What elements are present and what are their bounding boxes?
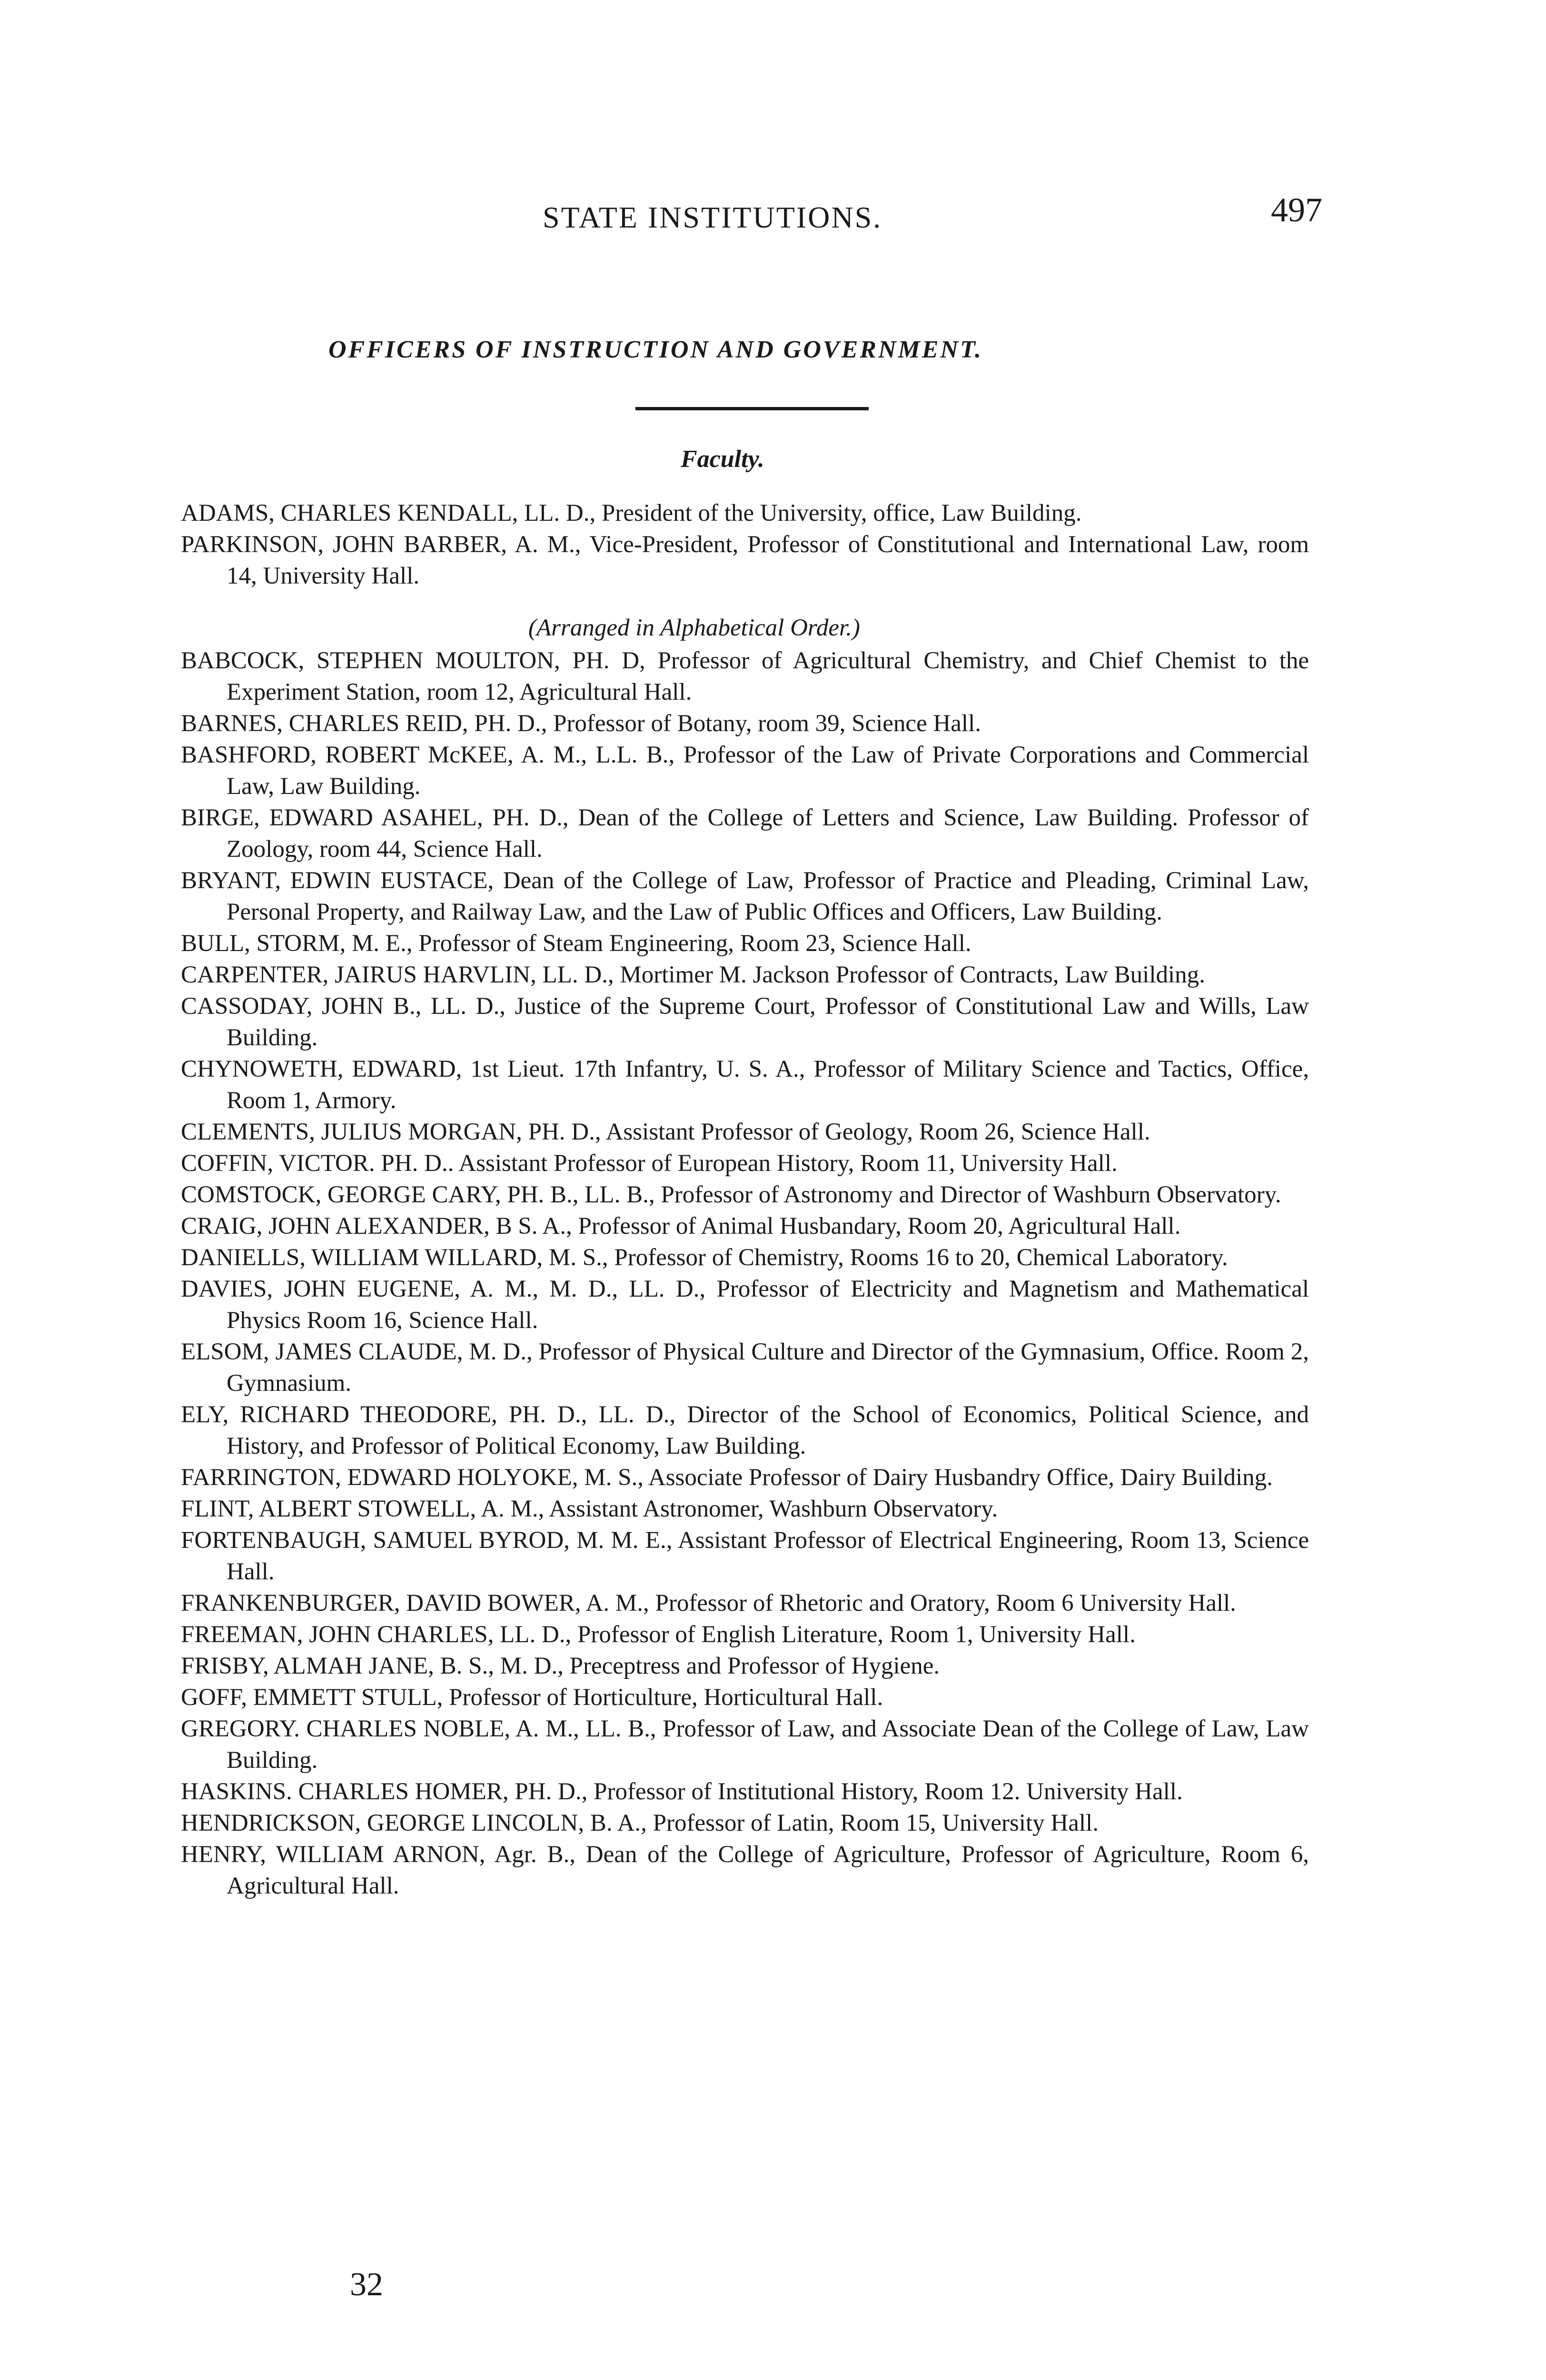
faculty-entry: COMSTOCK, GEORGE CARY, PH. B., LL. B., Professor of Astronomy and Director of Washburn Observatory. [181, 1181, 1281, 1208]
faculty-entry: BRYANT, EDWIN EUSTACE, Dean of the College of Law, Professor of Practice and Pleading, Criminal Law, Personal Property, and Railway Law, and the Law of Public Offices and Officers, Law Building. [181, 867, 1309, 925]
officer-list-top [181, 497, 1309, 592]
heading-rule [635, 407, 869, 410]
faculty-entry: ELSOM, JAMES CLAUDE, M. D., Professor of Physical Culture and Director of the Gymnasium, Office. Room 2, Gymnasium. [181, 1339, 1309, 1397]
faculty-entry: CARPENTER, JAIRUS HARVLIN, LL. D., Mortimer M. Jackson Professor of Contracts, Law Building. [181, 962, 1205, 988]
faculty-entry: GREGORY. CHARLES NOBLE, A. M., LL. B., Professor of Law, and Associate Dean of the College of Law, Law Building. [181, 1716, 1309, 1774]
page-number: 497 [1271, 191, 1322, 229]
faculty-entry: GOFF, EMMETT STULL, Professor of Horticulture, Horticultural Hall. [181, 1684, 883, 1711]
faculty-entry: FORTENBAUGH, SAMUEL BYROD, M. M. E., Assistant Professor of Electrical Engineering, Room 13, Science Hall. [181, 1527, 1309, 1585]
faculty-entry: BARNES, CHARLES REID, PH. D., Professor of Botany, room 39, Science Hall. [181, 710, 981, 737]
running-title: STATE INSTITUTIONS. [543, 200, 882, 234]
faculty-entry: HASKINS. CHARLES HOMER, PH. D., Professor of Institutional History, Room 12. University Hall. [181, 1778, 1183, 1805]
faculty-entry: FRISBY, ALMAH JANE, B. S., M. D., Preceptress and Professor of Hygiene. [181, 1653, 940, 1679]
faculty-list [181, 645, 1309, 1902]
faculty-entry: CLEMENTS, JULIUS MORGAN, PH. D., Assistant Professor of Geology, Room 26, Science Hall. [181, 1119, 1150, 1145]
faculty-heading: Faculty. [681, 446, 764, 473]
arranged-note: (Arranged in Alphabetical Order.) [528, 615, 860, 641]
faculty-entry: BIRGE, EDWARD ASAHEL, PH. D., Dean of the College of Letters and Science, Law Building. Professor of Zoology, room 44, Science Hall. [181, 804, 1309, 863]
faculty-entry: COFFIN, VICTOR. PH. D.. Assistant Professor of European History, Room 11, University Hall. [181, 1150, 1118, 1177]
faculty-entry: FLINT, ALBERT STOWELL, A. M., Assistant Astronomer, Washburn Observatory. [181, 1496, 998, 1522]
section-heading: OFFICERS OF INSTRUCTION AND GOVERNMENT. [328, 336, 983, 363]
faculty-entry: CASSODAY, JOHN B., LL. D., Justice of the Supreme Court, Professor of Constitutional Law and Wills, Law Building. [181, 993, 1309, 1051]
faculty-entry: BULL, STORM, M. E., Professor of Steam Engineering, Room 23, Science Hall. [181, 930, 971, 957]
faculty-entry: BASHFORD, ROBERT McKEE, A. M., L.L. B., Professor of the Law of Private Corporations and Commercial Law, Law Building. [181, 742, 1309, 800]
faculty-entry: HENRY, WILLIAM ARNON, Agr. B., Dean of the College of Agriculture, Professor of Agriculture, Room 6, Agricultural Hall. [181, 1841, 1309, 1899]
faculty-entry: CRAIG, JOHN ALEXANDER, B S. A., Professor of Animal Husbandary, Room 20, Agricultural Hall. [181, 1213, 1181, 1240]
faculty-entry: FREEMAN, JOHN CHARLES, LL. D., Professor of English Literature, Room 1, University Hall. [181, 1621, 1136, 1648]
faculty-entry: CHYNOWETH, EDWARD, 1st Lieut. 17th Infantry, U. S. A., Professor of Military Science and Tactics, Office, Room 1, Armory. [181, 1056, 1309, 1114]
faculty-entry: BABCOCK, STEPHEN MOULTON, PH. D, Professor of Agricultural Chemistry, and Chief Chemist to the Experiment Station, room 12, Agricultural Hall. [181, 647, 1309, 705]
faculty-entry: ELY, RICHARD THEODORE, PH. D., LL. D., Director of the School of Economics, Political Science, and History, and Professor of Political Economy, Law Building. [181, 1401, 1309, 1459]
faculty-entry: FRANKENBURGER, DAVID BOWER, A. M., Professor of Rhetoric and Oratory, Room 6 University Hall. [181, 1590, 1236, 1616]
faculty-entry: DANIELLS, WILLIAM WILLARD, M. S., Professor of Chemistry, Rooms 16 to 20, Chemical Laboratory. [181, 1244, 1228, 1271]
faculty-entry: DAVIES, JOHN EUGENE, A. M., M. D., LL. D., Professor of Electricity and Magnetism and Mathematical Physics Room 16, Science Hall. [181, 1276, 1309, 1334]
faculty-entry: FARRINGTON, EDWARD HOLYOKE, M. S., Associate Professor of Dairy Husbandry Office, Dairy Building. [181, 1464, 1273, 1491]
faculty-entry: HENDRICKSON, GEORGE LINCOLN, B. A., Professor of Latin, Room 15, University Hall. [181, 1810, 1099, 1836]
faculty-entry: ADAMS, CHARLES KENDALL, LL. D., President of the University, office, Law Building. [181, 500, 1082, 526]
printer-signature: 32 [350, 2266, 383, 2303]
faculty-entry: PARKINSON, JOHN BARBER, A. M., Vice-President, Professor of Constitutional and International Law, room 14, University Hall. [181, 531, 1309, 589]
